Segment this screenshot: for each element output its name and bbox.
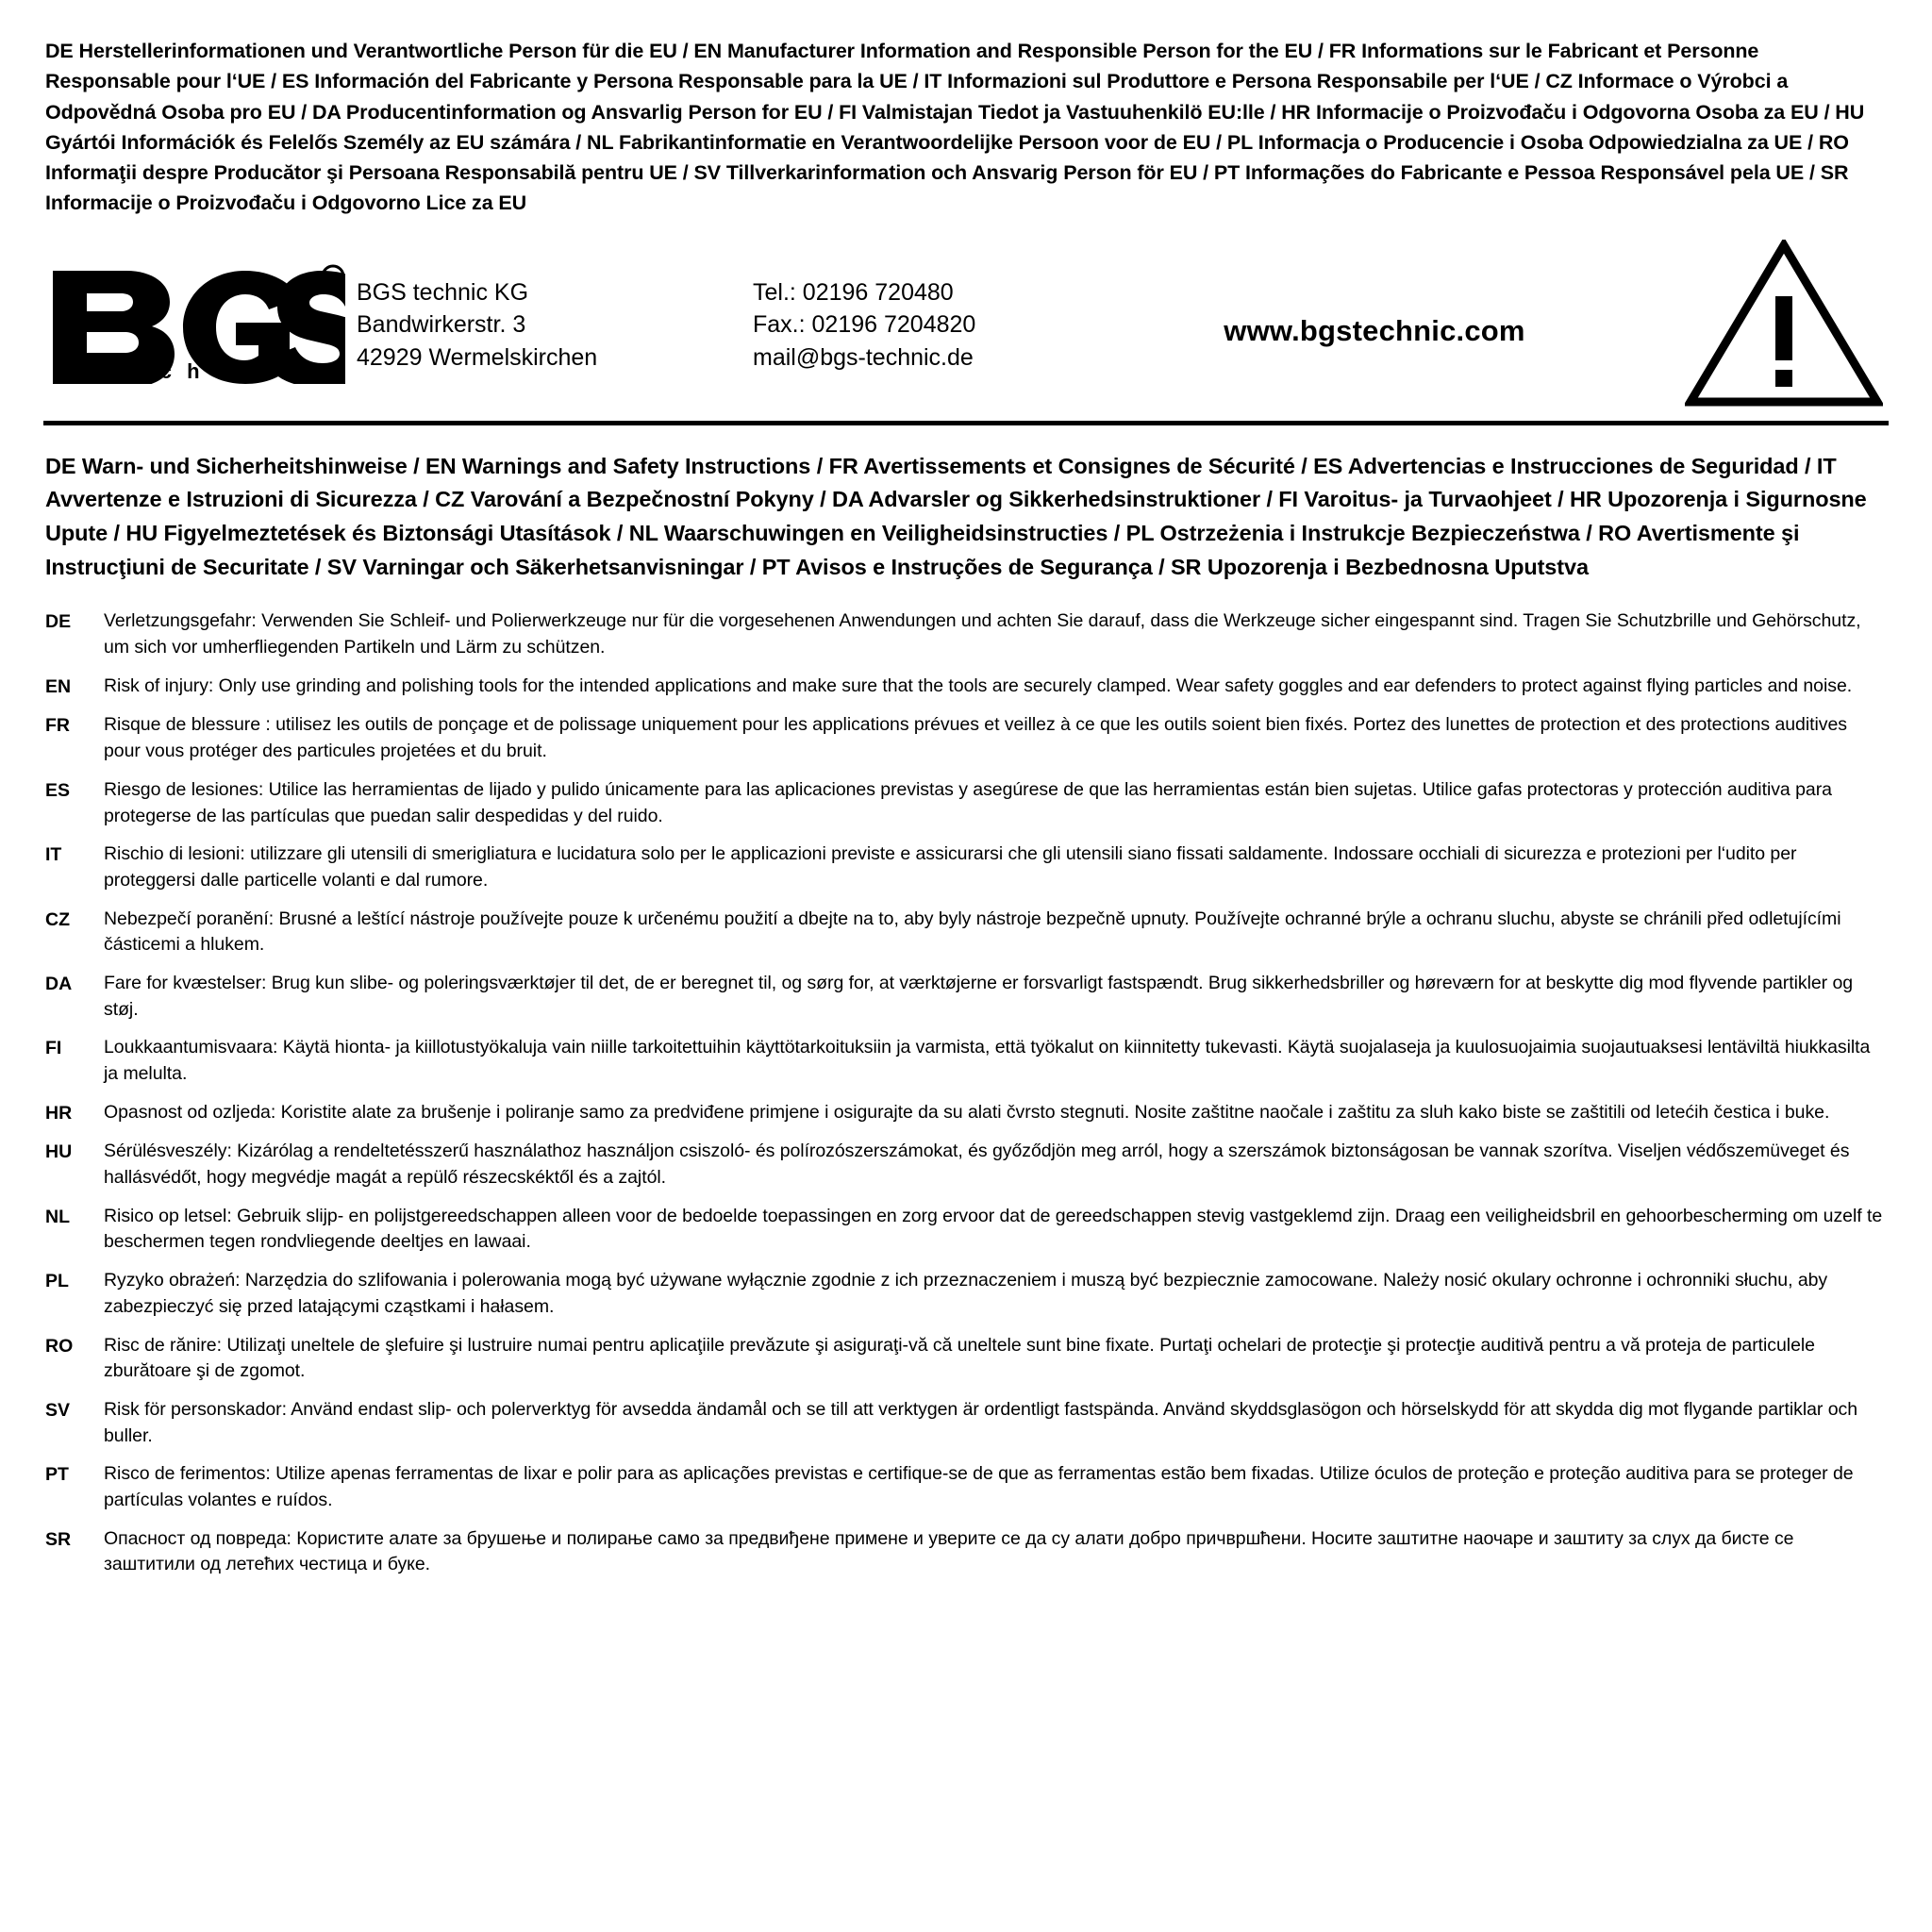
language-row-pl	[45, 1268, 1885, 1320]
language-code: SR	[45, 1528, 72, 1550]
company-contact	[753, 273, 1083, 375]
language-text: Risco de ferimentos: Utilize apenas ferramentas de lixar e polir para as aplicações previstas e certifique-se de que as ferramentas estão bem fixadas. Utilize óculos de proteção e proteção auditiva para se proteger de partículas volantes e ruídos.	[104, 1463, 1854, 1510]
language-row-de	[45, 608, 1885, 660]
language-text: Rischio di lesioni: utilizzare gli utensili di smerigliatura e lucidatura solo per le applicazioni previste e assicurarsi che gli utensili siano fissati saldamente. Indossare occhiali di sicurezza e protezioni per l‘udito per proteggersi dalle particelle volanti e dal rumore.	[104, 843, 1797, 891]
language-code: PT	[45, 1464, 69, 1486]
language-row-sr	[45, 1526, 1885, 1578]
warning-triangle-icon	[1685, 240, 1883, 408]
language-code: NL	[45, 1206, 70, 1227]
language-row-sv	[45, 1397, 1885, 1449]
bgs-logo	[45, 263, 345, 384]
svg-text:R: R	[327, 269, 339, 286]
language-code: HR	[45, 1102, 73, 1124]
language-warning-list	[43, 608, 1889, 1578]
language-text: Risico op letsel: Gebruik slijp- en polijstgereedschappen alleen voor de bedoelde toepassingen en zorg ervoor dat de gereedschappen stevig vastgeklemd zijn. Draag een veiligheidsbril en gehoorbescherming om uzelf te beschermen tegen rondvliegende deeltjes en lawaai.	[104, 1205, 1883, 1253]
language-text: Nebezpečí poranění: Brusné a leštící nástroje používejte pouze k určenému použití a dbejte na to, aby byly nástroje bezpečně upnuty. Používejte ochranné brýle a ochranu sluchu, abyste se chránili před odletujícími částicemi a hlukem.	[104, 908, 1841, 956]
language-code: ES	[45, 779, 71, 801]
language-text: Riesgo de lesiones: Utilice las herramientas de lijado y pulido únicamente para las aplicaciones previstas y asegúrese de que las herramientas están bien sujetas. Utilice gafas protectoras y protección auditiva para protegerse de las partículas que puedan salir despedidas y del ruido.	[104, 778, 1832, 826]
language-text: Risque de blessure : utilisez les outils de ponçage et de polissage uniquement pour les applications prévues et veillez à ce que les outils soient bien fixés. Portez des lunettes de protection et des protections auditives pour vous protéger des particules projetées et du bruit.	[104, 714, 1847, 762]
company-city: 42929 Wermelskirchen	[357, 343, 598, 371]
language-code: RO	[45, 1335, 74, 1357]
language-row-es	[45, 777, 1885, 829]
language-row-fi	[45, 1035, 1885, 1087]
language-row-cz	[45, 907, 1885, 958]
language-text: Risk för personskador: Använd endast slip- och polerverktyg för avsedda ändamål och se till att verktygen är ordentligt fastspända. Använd skyddsglasögon och hörselskydd för att skydda dig mot flygande partiklar och buller.	[104, 1398, 1858, 1446]
language-text: Verletzungsgefahr: Verwenden Sie Schleif- und Polierwerkzeuge nur für die vorgesehenen Anwendungen und achten Sie darauf, dass die Werkzeuge sicher eingespannt sind. Tragen Sie Schutzbrille und Gehörschutz, um sich vor umherfliegenden Partikeln und Lärm zu schützen.	[104, 610, 1861, 658]
language-text: Opasnost od ozljeda: Koristite alate za brušenje i poliranje samo za predviđene primjene i osigurajte da su alati čvrsto stegnuti. Nosite zaštitne naočale i zaštitu za sluh kako biste se zaštitili od letećih čestica i buke.	[104, 1101, 1830, 1123]
language-code: DE	[45, 611, 72, 633]
language-code: IT	[45, 844, 62, 866]
manufacturer-info-heading: DE Herstellerinformationen und Verantwortliche Person für die EU / EN Manufacturer Information and Responsible Person for the EU / FR Informations sur le Fabricant et Personne Responsable pour l‘UE / ES Información del Fabricante y Persona Responsable para la UE / IT Informazioni sul Produttore e Persona Responsabile per l‘UE / CZ Informace o Výrobci a Odpovědná Osoba pro EU / DA Producentinformation og Ansvarlig Person for EU / FI Valmistajan Tiedot ja Vastuuhenkilö EU:lle / HR Informacije o Proizvođaču i Odgovorna Osoba za EU / HU Gyártói Információk és Felelős Személy az EU számára / NL Fabrikantinformatie en Verantwoordelijke Persoon voor de EU / PL Informacja o Producencie i Osoba Odpowiedzialna za UE / RO Informaţii despre Producător şi Persoana Responsabilă pentru UE / SV Tillverkarinformation och Ansvarig Person för EU / PT Informações do Fabricante e Pessoa Responsável pela UE / SR Informacije o Proizvođaču i Odgovorno Lice za EU	[45, 40, 1865, 215]
language-code: DA	[45, 973, 73, 994]
language-code: SV	[45, 1399, 71, 1421]
company-email[interactable]: mail@bgs-technic.de	[753, 343, 974, 371]
language-row-fr	[45, 712, 1885, 764]
warning-triangle-cell	[1666, 240, 1889, 408]
language-text: Sérülésveszély: Kizárólag a rendeltetésszerű használathoz használjon csiszoló- és polírozószerszámokat, és győződjön meg arról, hogy a szerszámok biztonságosan be vannak szorítva. Viseljen védőszemüveget és hallásvédőt, hogy megvédje magát a repülő részecskéktől és a zajtól.	[104, 1141, 1850, 1189]
language-row-it	[45, 841, 1885, 893]
language-text: Risk of injury: Only use grinding and polishing tools for the intended applications and make sure that the tools are securely clamped. Wear safety goggles and ear defenders to protect against flying particles and noise.	[104, 675, 1853, 696]
language-text: Ryzyko obrażeń: Narzędzia do szlifowania i polerowania mogą być używane wyłącznie zgodnie z ich przeznaczeniem i muszą być bezpiecznie zamocowane. Należy nosić okulary ochronne i ochronniki słuchu, aby zabezpieczyć się przed latającymi cząstkami i hałasem.	[104, 1270, 1828, 1317]
language-code: EN	[45, 675, 72, 697]
language-row-hr	[45, 1100, 1885, 1127]
warnings-heading: DE Warn- und Sicherheitshinweise / EN Warnings and Safety Instructions / FR Avertissements et Consignes de Sécurité / ES Advertencias e Instrucciones de Seguridad / IT Avvertenze e Istruzioni di Sicurezza / CZ Varování a Bezpečnostní Pokyny / DA Advarsler og Sikkerhedsinstruktioner / FI Varoitus- ja Turvaohjeet / HR Upozorenja i Sigurnosne Upute / HU Figyelmeztetések és Biztonsági Utasítások / NL Waarschuwingen en Veiligheidsinstructies / PL Ostrzeżenia i Instrukcje Bezpieczeństwa / RO Avertismente şi Instrucţiuni de Securitate / SV Varningar och Säkerhetsanvisningar / PT Avisos e Instruções de Segurança / SR Upozorenja i Bezbednosna Uputstva	[45, 453, 1867, 579]
company-street: Bandwirkerstr. 3	[357, 311, 526, 339]
language-row-en	[45, 674, 1885, 701]
language-text: Risc de rănire: Utilizaţi uneltele de şlefuire şi lustruire numai pentru aplicaţiile prevăzute şi asiguraţi-vă că uneltele sunt bine fixate. Purtaţi ochelari de protecţie şi protecţie auditivă pentru a vă proteja de particulele zburătoare şi de zgomot.	[104, 1334, 1815, 1382]
language-text: Fare for kvæstelser: Brug kun slibe- og poleringsværktøjer til det, de er beregnet til, og sørg for, at værktøjerne er forsvarligt fastspændt. Brug sikkerhedsbriller og høreværn for at beskytte dig mod flyvende partikler og støj.	[104, 972, 1854, 1020]
language-code: FI	[45, 1038, 62, 1059]
language-code: PL	[45, 1271, 69, 1292]
language-code: CZ	[45, 908, 70, 930]
language-code: FR	[45, 715, 70, 737]
company-website[interactable]: www.bgstechnic.com	[1224, 313, 1525, 347]
svg-text:t e c h n i c: t e c h n i c	[111, 358, 280, 383]
company-address	[357, 273, 753, 375]
company-fax: Fax.: 02196 7204820	[753, 311, 976, 339]
language-row-da	[45, 971, 1885, 1023]
language-text: Опасност од повреда: Користите алате за брушење и полирање само за предвиђене примене и уверите се да су алати добро причвршћени. Носите заштитне наочаре и заштиту за слух да бисте се заштитили од летећих честица и буке.	[104, 1527, 1794, 1575]
language-row-hu	[45, 1139, 1885, 1191]
language-row-ro	[45, 1333, 1885, 1385]
logo-cell	[43, 263, 357, 384]
company-band	[43, 240, 1889, 425]
language-text: Loukkaantumisvaara: Käytä hionta- ja kiillotustyökaluja vain niille tarkoitettuihin käyttötarkoituksiin ja varmista, että työkalut on kiinnitetty tukevasti. Käytä suojalaseja ja kuulosuojaimia suojautuaksesi lentäviltä hiukkasilta ja melulta.	[104, 1037, 1871, 1084]
language-code: HU	[45, 1141, 73, 1163]
company-name: BGS technic KG	[357, 278, 529, 306]
company-telephone: Tel.: 02196 720480	[753, 278, 954, 306]
language-row-pt	[45, 1461, 1885, 1513]
language-row-nl	[45, 1204, 1885, 1256]
